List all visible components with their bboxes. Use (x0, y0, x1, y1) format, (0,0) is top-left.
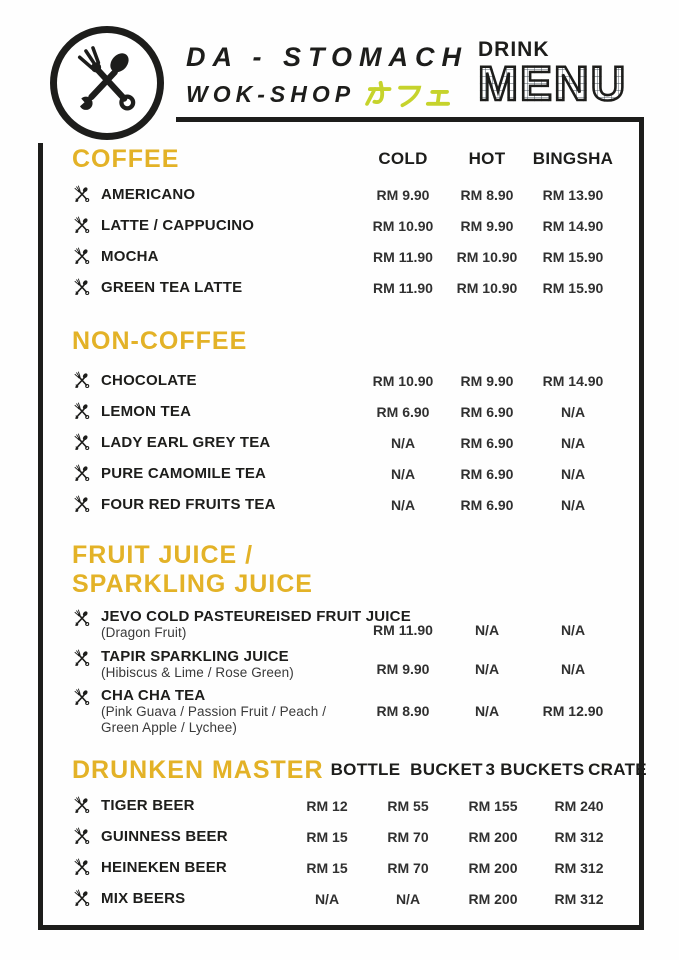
item-text (101, 403, 191, 420)
item-name: PURE CAMOMILE TEA (101, 465, 267, 482)
item-price: N/A (560, 621, 586, 638)
menu-item-row (72, 365, 619, 396)
crossed-fork-spoon-icon (72, 609, 92, 629)
item-price: RM 312 (554, 859, 604, 876)
item-price: RM 10.90 (456, 248, 518, 265)
column-label-bottle: BOTTLE (330, 760, 401, 779)
item-price: N/A (390, 465, 416, 482)
menu-item-row (72, 458, 619, 489)
crossed-fork-spoon-icon (72, 247, 92, 267)
item-price: RM 70 (387, 859, 429, 876)
item-price: RM 11.90 (373, 248, 433, 265)
item-price: RM 9.90 (460, 372, 514, 389)
item-price: RM 70 (387, 828, 429, 845)
menu-item-row (72, 608, 619, 641)
column-label-cold: COLD (378, 149, 428, 168)
item-text (101, 648, 294, 681)
item-name-cell (72, 458, 359, 489)
item-text (101, 859, 227, 876)
item-price: RM 12.90 (542, 703, 604, 719)
brand-subtitle-text: WOK-SHOP (186, 80, 356, 107)
item-price: N/A (560, 434, 586, 451)
item-price: RM 14.90 (542, 372, 604, 389)
crossed-fork-spoon-icon (72, 278, 92, 298)
item-name-cell (72, 852, 285, 883)
item-name: GREEN TEA LATTE (101, 279, 243, 296)
brand-subtitle (186, 80, 468, 108)
item-text (101, 434, 270, 451)
section-title-line: FRUIT JUICE / (72, 541, 254, 569)
item-price: RM 312 (554, 890, 604, 907)
item-price: N/A (560, 661, 586, 677)
crossed-fork-spoon-icon (72, 495, 92, 515)
item-price: RM 9.90 (460, 217, 514, 234)
item-name: TIGER BEER (101, 797, 195, 814)
item-price: RM 6.90 (460, 434, 514, 451)
item-name-cell (72, 687, 359, 735)
menu-item-row (72, 852, 619, 883)
item-price: RM 12 (306, 797, 348, 814)
kana-fu-glyph (393, 80, 425, 108)
crossed-fork-spoon-icon (72, 858, 92, 878)
item-price: N/A (474, 621, 500, 638)
item-price: RM 200 (468, 828, 518, 845)
crossed-fork-spoon-icon (72, 796, 92, 816)
item-price: RM 10.90 (372, 217, 434, 234)
item-price: RM 312 (554, 828, 604, 845)
item-name: LADY EARL GREY TEA (101, 434, 271, 451)
item-price: RM 200 (468, 859, 518, 876)
item-price: RM 14.90 (542, 217, 604, 234)
drink-menu-wordmark (478, 38, 638, 111)
crossed-fork-spoon-icon (72, 688, 92, 708)
item-subtext: Green Apple / Lychee) (101, 719, 237, 735)
menu-item-row (72, 648, 619, 681)
item-name: CHA CHA TEA (101, 687, 206, 704)
item-text (101, 248, 159, 265)
menu-item-row (72, 687, 619, 735)
item-price: RM 55 (387, 797, 429, 814)
item-price: RM 8.90 (460, 186, 514, 203)
item-price: RM 6.90 (460, 465, 514, 482)
menu-section-non-coffee (72, 327, 619, 520)
crossed-fork-spoon-icon (72, 464, 92, 484)
item-text (101, 828, 228, 845)
item-price: RM 15 (306, 859, 348, 876)
menu-section-fruit-juice (72, 541, 619, 735)
section-title-fruit-juice (72, 541, 619, 599)
item-name-cell (72, 272, 359, 303)
item-text (101, 217, 254, 234)
item-price: N/A (560, 403, 586, 420)
kana-ka-glyph (363, 80, 395, 108)
item-price: RM 15 (306, 828, 348, 845)
menu-item-row (72, 396, 619, 427)
item-name: AMERICANO (101, 186, 196, 203)
menu-item-row (72, 821, 619, 852)
menu-section-drunken-master (72, 755, 647, 914)
drink-label: DRINK (478, 38, 550, 61)
item-text (101, 372, 197, 389)
crossed-fork-spoon-icon (72, 827, 92, 847)
item-name-cell (72, 883, 285, 914)
item-text (101, 496, 276, 513)
frame-bottom-rule (38, 925, 644, 930)
item-price: RM 13.90 (542, 186, 604, 203)
item-name: MOCHA (101, 248, 159, 265)
item-price: RM 11.90 (373, 279, 433, 296)
section-header-row-drunken-master (72, 755, 647, 785)
item-price: N/A (395, 890, 421, 907)
item-price: RM 9.90 (376, 661, 430, 677)
menu-item-row (72, 427, 619, 458)
column-label-bingsha: BINGSHA (532, 149, 614, 168)
item-name: TAPIR SPARKLING JUICE (101, 647, 289, 665)
section-header-row-coffee (72, 144, 619, 174)
item-name: FOUR RED FRUITS TEA (101, 496, 276, 513)
item-name: HEINEKEN BEER (101, 859, 227, 876)
item-price: RM 10.90 (372, 372, 434, 389)
item-name: MIX BEERS (101, 890, 186, 907)
item-price: RM 200 (468, 890, 518, 907)
section-title-coffee: COFFEE (72, 144, 180, 173)
item-name-cell (72, 648, 359, 681)
item-name-cell (72, 365, 359, 396)
brand-block (186, 42, 468, 108)
item-price: N/A (474, 661, 500, 677)
item-price: N/A (474, 703, 500, 719)
item-price: RM 155 (468, 797, 518, 814)
item-price: RM 15.90 (542, 279, 604, 296)
item-price: RM 6.90 (376, 403, 430, 420)
item-price: RM 6.90 (460, 496, 514, 513)
item-subtext: (Hibiscus & Lime / Rose Green) (101, 664, 294, 680)
column-label-hot: HOT (468, 149, 506, 168)
item-text (101, 890, 185, 907)
crossed-fork-spoon-icon (72, 649, 92, 669)
item-name-cell (72, 821, 285, 852)
item-price: N/A (314, 890, 340, 907)
item-text (101, 687, 326, 735)
section-title-line: NON-COFFEE (72, 327, 248, 355)
column-label-bucket: BUCKET (410, 760, 483, 779)
item-name: LEMON TEA (101, 403, 192, 420)
item-text (101, 186, 195, 203)
item-price: N/A (390, 434, 416, 451)
menu-section-coffee (72, 144, 619, 303)
item-subtext: (Pink Guava / Passion Fruit / Peach / (101, 704, 327, 719)
menu-sections (43, 122, 647, 925)
menu-wordmark: MENU (478, 62, 638, 108)
item-price: RM 6.90 (460, 403, 514, 420)
section-title-drunken-master: DRUNKEN MASTER (72, 755, 324, 784)
crossed-fork-spoon-icon (72, 433, 92, 453)
menu-item-row (72, 210, 619, 241)
kana-cafe-text (363, 80, 455, 108)
item-price: RM 10.90 (456, 279, 518, 296)
item-price: N/A (390, 496, 416, 513)
section-title-line: SPARKLING JUICE (72, 570, 313, 598)
item-name-cell (72, 179, 359, 210)
brand-name: DA - STOMACH (186, 42, 468, 72)
column-label-crate: CRATE (588, 760, 647, 779)
item-name: LATTE / CAPPUCINO (101, 217, 255, 234)
item-subtext: (Dragon Fruit) (101, 625, 187, 640)
crossed-fork-spoon-icon (72, 216, 92, 236)
crossed-fork-spoon-icon (72, 889, 92, 909)
item-name-cell (72, 396, 359, 427)
crossed-fork-spoon-icon (72, 402, 92, 422)
section-title-non-coffee (72, 327, 619, 356)
item-price: RM 15.90 (542, 248, 604, 265)
item-price: RM 9.90 (376, 186, 430, 203)
item-name-cell (72, 241, 359, 272)
item-name: GUINNESS BEER (101, 828, 228, 845)
item-name-cell (72, 790, 285, 821)
item-name: JEVO COLD PASTEUREISED FRUIT JUICE (101, 608, 411, 625)
item-name-cell (72, 489, 359, 520)
crossed-fork-spoon-icon (72, 371, 92, 391)
kana-small-e-glyph (423, 80, 455, 108)
item-name-cell (72, 427, 359, 458)
menu-item-row (72, 241, 619, 272)
item-price: N/A (560, 465, 586, 482)
item-text (101, 279, 242, 296)
item-price: N/A (560, 496, 586, 513)
item-text (101, 465, 266, 482)
menu-item-row (72, 179, 619, 210)
menu-item-row (72, 272, 619, 303)
item-price: RM 11.90 (373, 621, 433, 638)
menu-item-row (72, 489, 619, 520)
fork-spoon-wrench-icon (68, 44, 146, 122)
item-name: CHOCOLATE (101, 372, 197, 389)
crossed-fork-spoon-icon (72, 185, 92, 205)
frame-right-rule (639, 117, 644, 930)
item-text (101, 797, 195, 814)
item-price: RM 240 (554, 797, 604, 814)
item-price: RM 8.90 (376, 703, 430, 719)
item-name-cell (72, 210, 359, 241)
menu-item-row (72, 883, 619, 914)
menu-item-row (72, 790, 619, 821)
column-label-3-buckets: 3 BUCKETS (485, 760, 585, 779)
